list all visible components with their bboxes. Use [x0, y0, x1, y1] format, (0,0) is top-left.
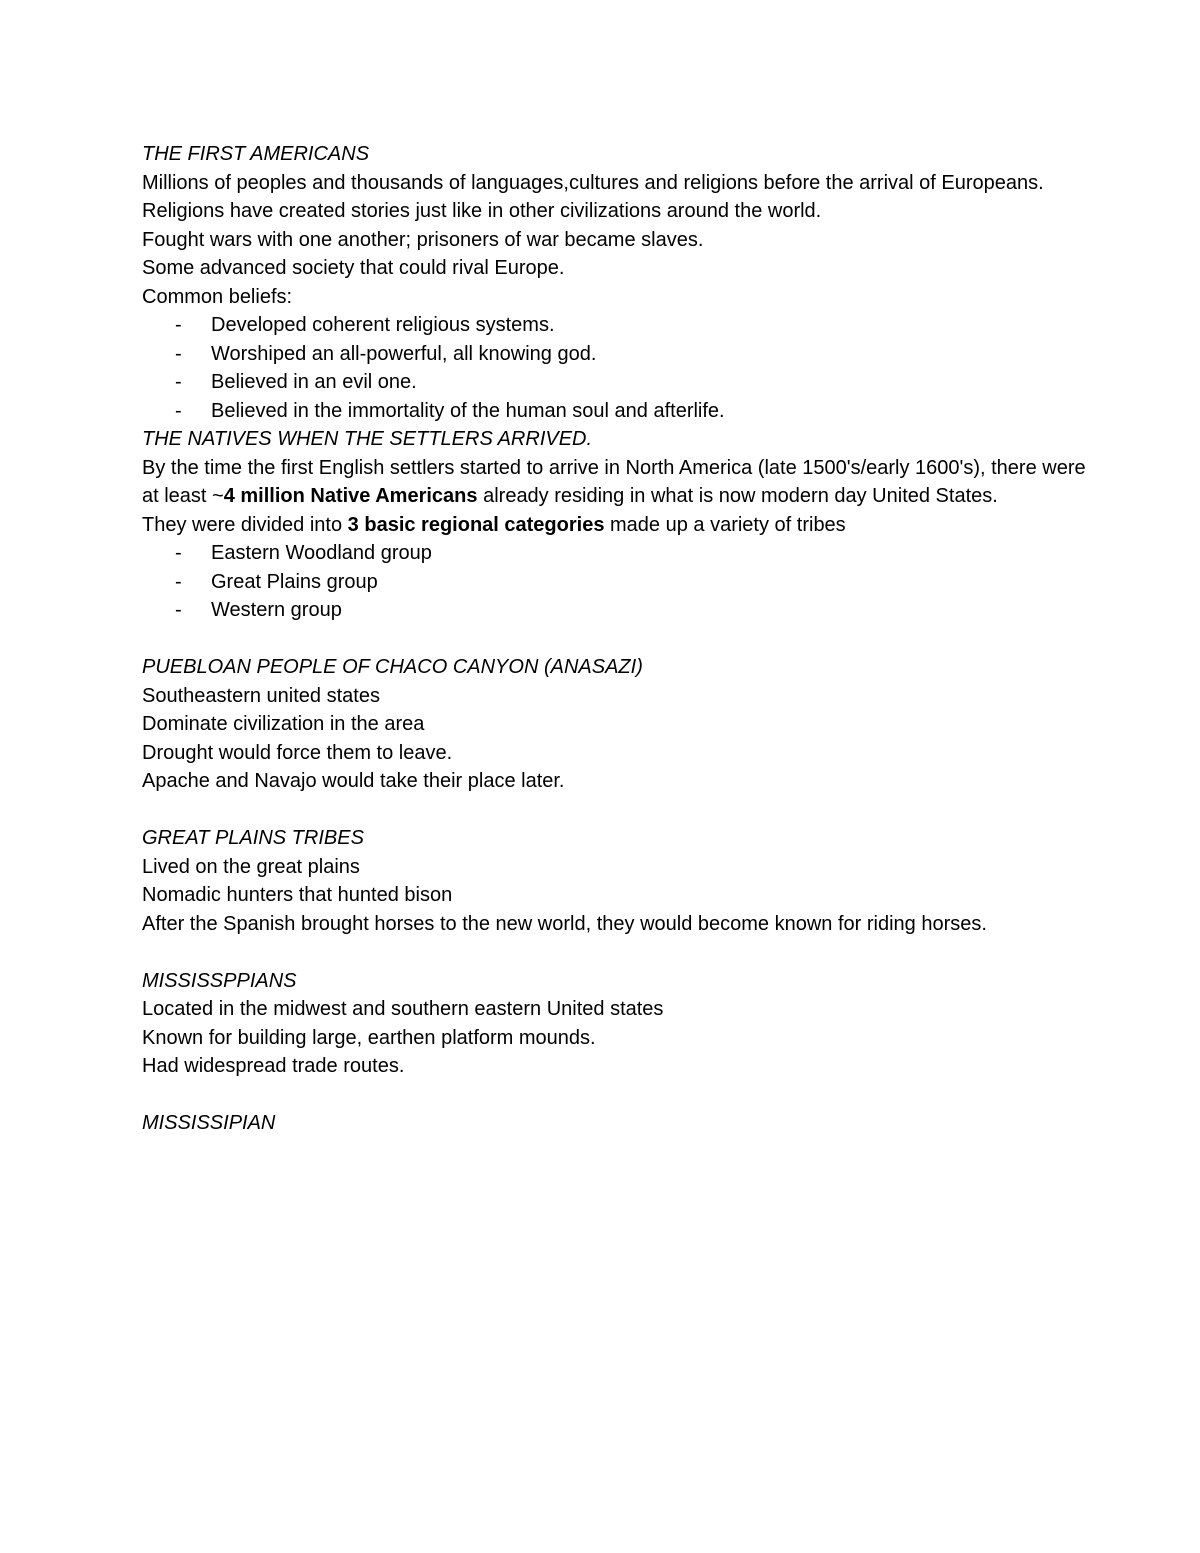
list-item	[142, 539, 1102, 568]
list-item-text: Great Plains group	[211, 570, 378, 593]
paragraph-natives-population	[142, 454, 1102, 511]
section-heading-mississppians: MISSISSPPIANS	[142, 969, 297, 992]
list-item-text: Eastern Woodland group	[211, 542, 432, 564]
paragraph-line: Common beliefs:	[142, 285, 293, 308]
paragraph-line: Southeastern united states	[142, 684, 380, 707]
section-heading-mississipian: MISSISSIPIAN	[142, 1112, 276, 1134]
text-run: made up a variety of tribes	[604, 513, 846, 536]
text-run: They were divided into	[142, 513, 348, 536]
section-heading-puebloan: PUEBLOAN PEOPLE OF CHACO CANYON (ANASAZI)	[142, 656, 643, 678]
text-run: By the time the first English settlers started to arrive in North America (late 1500's/early 1600's), there were at least ~	[142, 456, 1086, 507]
dash-bullet: -	[175, 399, 182, 422]
section-heading-great-plains: GREAT PLAINS TRIBES	[142, 827, 364, 849]
paragraph-line: Religions have created stories just like in other civilizations around the world.	[142, 200, 822, 222]
list-item-text: Believed in the immortality of the human soul and afterlife.	[211, 399, 725, 422]
bold-text-run: 4 million Native Americans	[223, 485, 478, 507]
dash-bullet: -	[175, 599, 182, 621]
paragraph-regional-categories	[142, 511, 1102, 540]
paragraph-line: Millions of peoples and thousands of languages,cultures and religions before the arrival of Europeans.	[142, 171, 1044, 194]
list-item	[142, 397, 1102, 426]
blank-line	[142, 796, 1102, 825]
bold-text-run: 3 basic regional categories	[347, 513, 605, 536]
list-item	[142, 368, 1102, 397]
dash-bullet: -	[175, 542, 182, 564]
list-item	[142, 596, 1102, 625]
paragraph-line: Some advanced society that could rival Europe.	[142, 257, 565, 279]
list-item-text: Developed coherent religious systems.	[211, 314, 555, 336]
paragraph-line: Lived on the great plains	[142, 855, 360, 878]
list-item	[142, 568, 1102, 597]
paragraph-line: After the Spanish brought horses to the new world, they would become known for riding horses.	[142, 912, 987, 935]
dash-bullet: -	[175, 342, 182, 365]
paragraph-line: Drought would force them to leave.	[142, 741, 453, 764]
list-item-text: Western group	[211, 599, 342, 621]
paragraph-line: Fought wars with one another; prisoners of war became slaves.	[142, 228, 704, 251]
paragraph-line: Known for building large, earthen platform mounds.	[142, 1026, 596, 1049]
blank-line	[142, 938, 1102, 967]
document-page	[142, 140, 1102, 1138]
blank-line	[142, 1081, 1102, 1110]
dash-bullet: -	[175, 570, 182, 593]
beliefs-list	[142, 311, 1102, 425]
blank-line	[142, 625, 1102, 654]
list-item	[142, 340, 1102, 369]
section-heading-natives: THE NATIVES WHEN THE SETTLERS ARRIVED.	[142, 428, 593, 450]
dash-bullet: -	[175, 371, 182, 393]
list-item-text: Worshiped an all-powerful, all knowing god.	[211, 342, 597, 365]
text-run: already residing in what is now modern day United States.	[477, 485, 998, 507]
list-item-text: Believed in an evil one.	[211, 371, 417, 393]
paragraph-line: Located in the midwest and southern eastern United states	[142, 998, 664, 1020]
dash-bullet: -	[175, 314, 182, 336]
section-heading-first-americans: THE FIRST AMERICANS	[142, 143, 370, 165]
regional-groups-list	[142, 539, 1102, 625]
paragraph-line: Had widespread trade routes.	[142, 1055, 405, 1077]
paragraph-line: Nomadic hunters that hunted bison	[142, 884, 453, 906]
paragraph-line: Apache and Navajo would take their place later.	[142, 770, 565, 792]
list-item	[142, 311, 1102, 340]
paragraph-line: Dominate civilization in the area	[142, 713, 425, 735]
